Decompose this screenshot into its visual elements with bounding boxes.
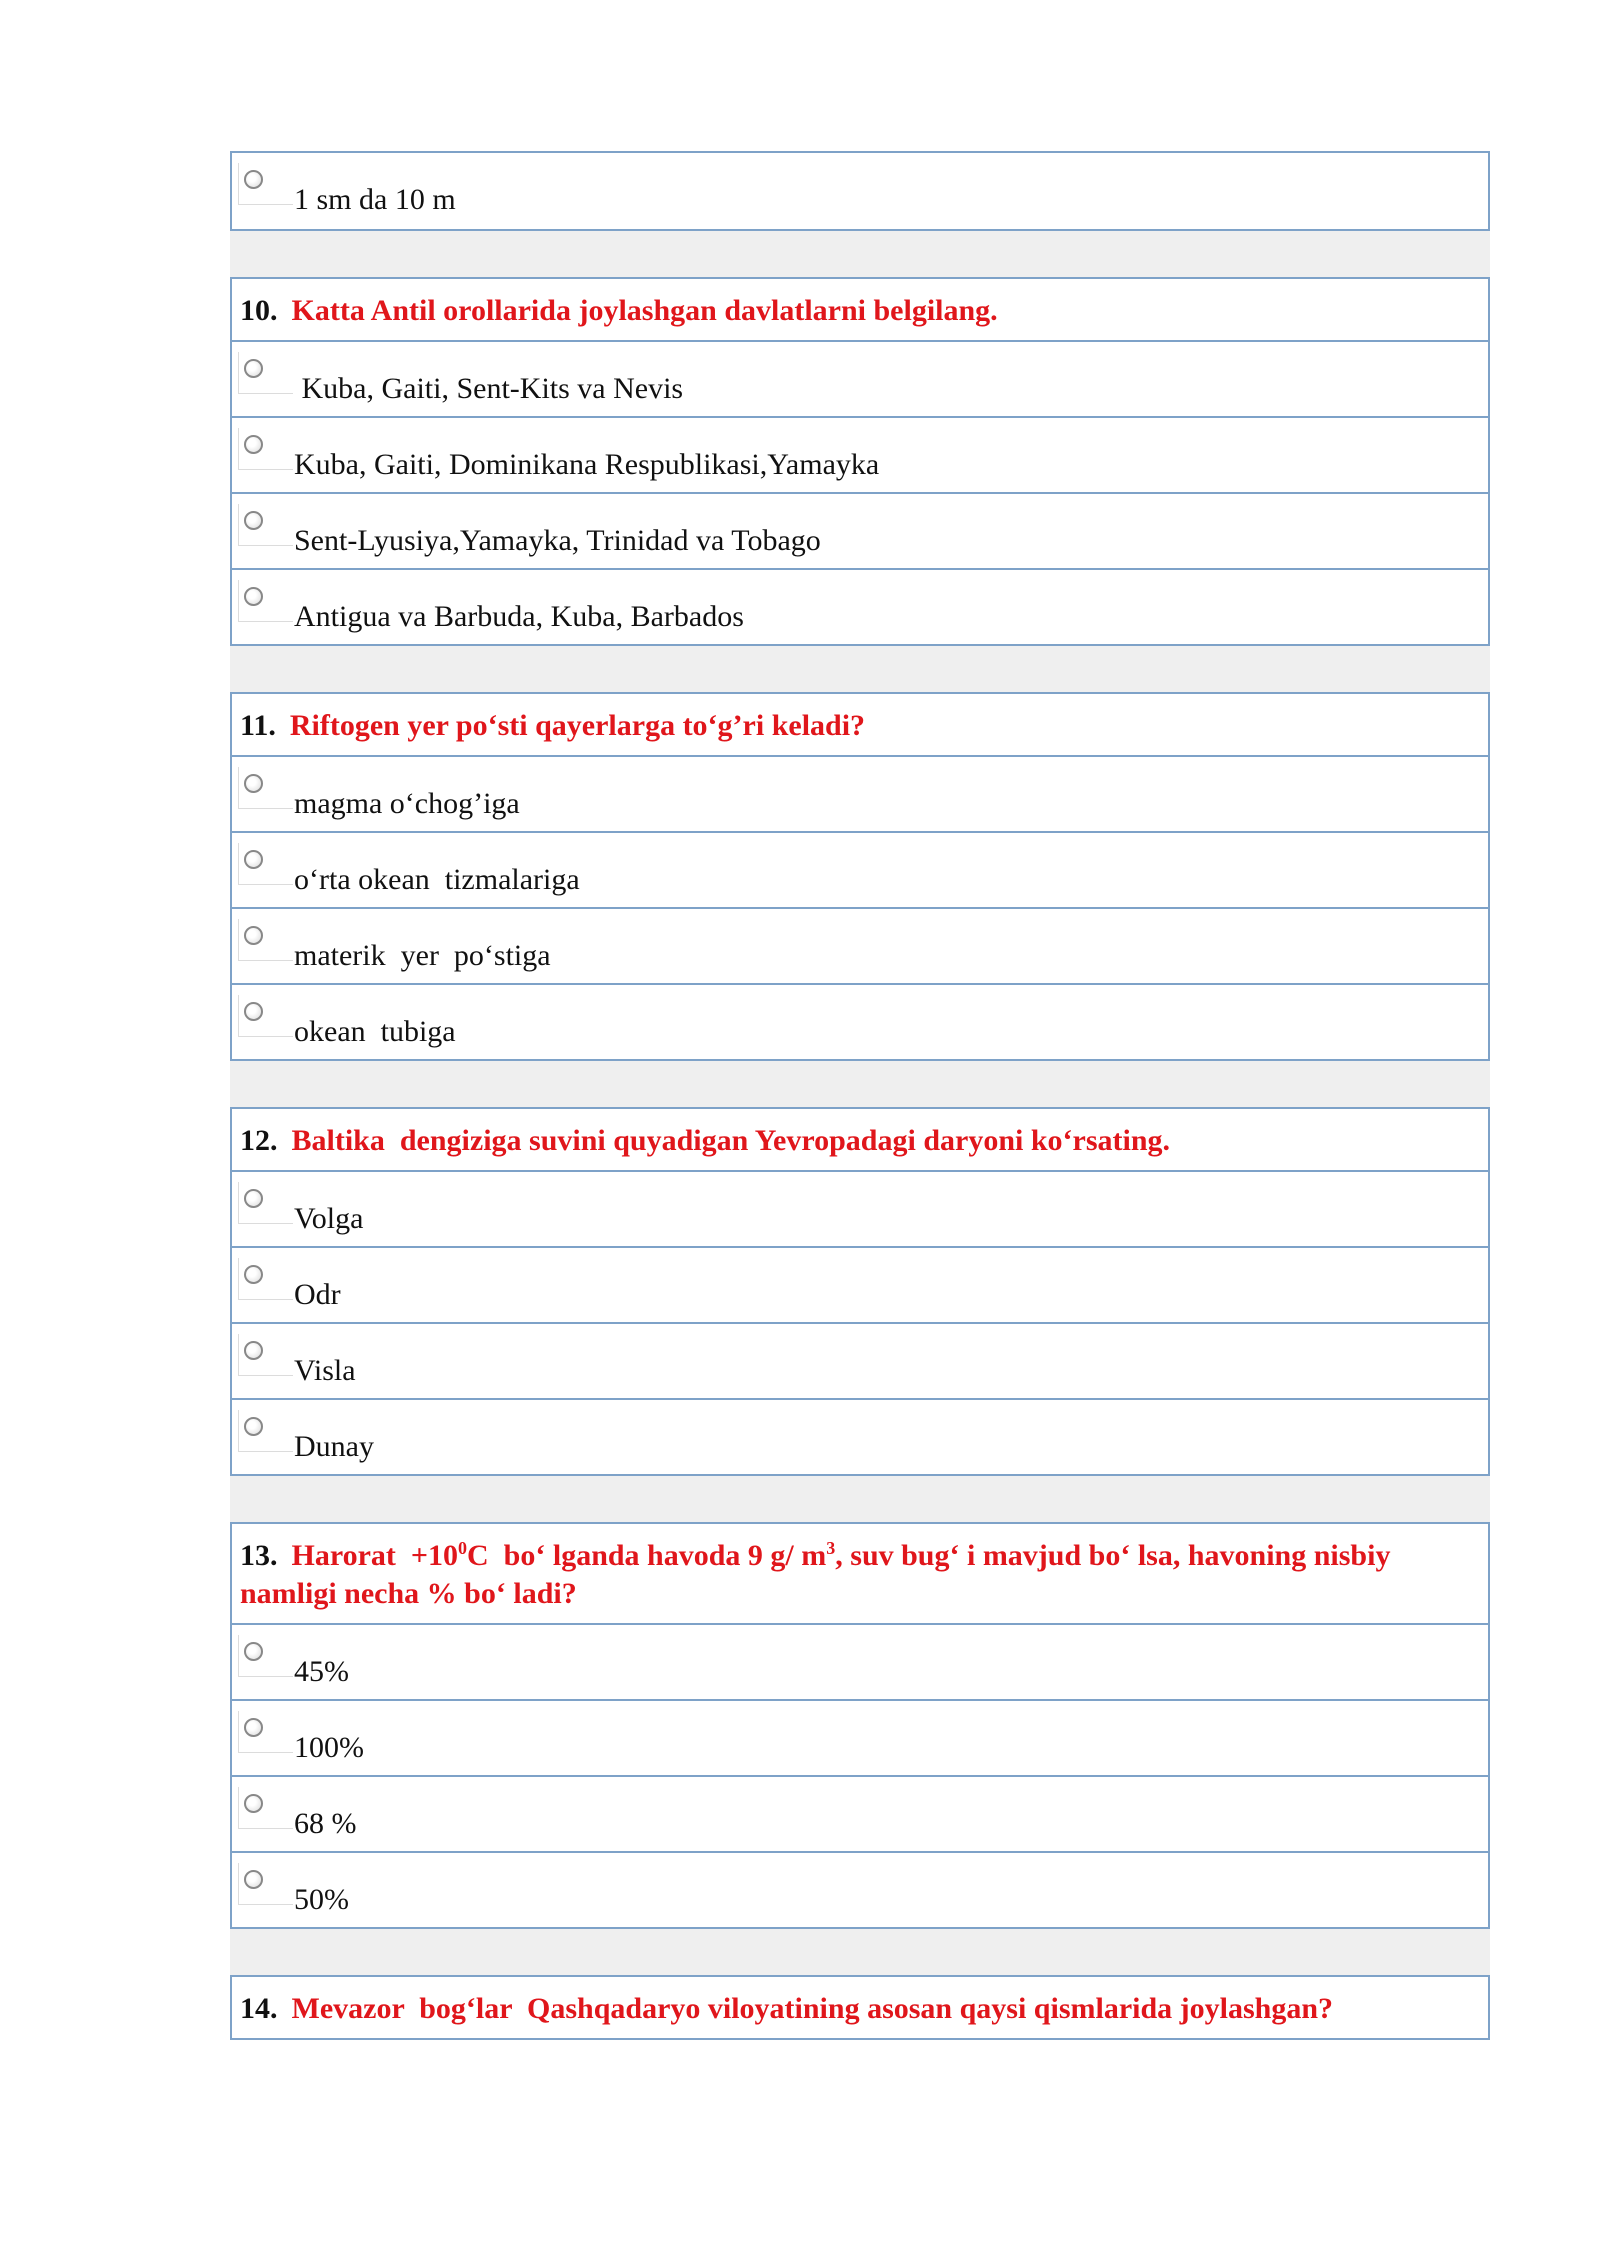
test-sheet — [230, 151, 1490, 2040]
answer-option[interactable] — [232, 492, 1488, 568]
question-text-part: , suv bug‘ i mavjud bo‘ lsa, havoning nisbiy namligi necha % bo‘ ladi? — [240, 1539, 1398, 1610]
question-block-14 — [230, 1975, 1490, 2040]
radio-button-unchecked-icon[interactable] — [244, 850, 263, 869]
question-text: Riftogen yer po‘sti qayerlarga to‘g’ri keladi? — [289, 709, 866, 742]
question-number: 14. — [240, 1992, 278, 2025]
answer-option-label: Volga — [294, 1202, 364, 1235]
separator — [230, 1061, 1490, 1107]
answer-option-label: 45% — [294, 1655, 349, 1688]
question-number: 12. — [240, 1124, 278, 1157]
answer-option-label: 50% — [294, 1883, 349, 1916]
radio-button-unchecked-icon[interactable] — [244, 1189, 263, 1208]
answer-option-label: materik yer po‘stiga — [294, 939, 551, 972]
answer-option-label: o‘rta okean tizmalariga — [294, 863, 580, 896]
radio-button-unchecked-icon[interactable] — [244, 1265, 263, 1284]
superscript: 3 — [826, 1538, 836, 1558]
answer-option[interactable] — [232, 1775, 1488, 1851]
question-header — [232, 1524, 1488, 1623]
answer-option-label: Odr — [294, 1278, 341, 1311]
answer-option[interactable] — [232, 1623, 1488, 1699]
radio-button-unchecked-icon[interactable] — [244, 1341, 263, 1360]
question-block-9-tail — [230, 151, 1490, 231]
answer-option-label: 68 % — [294, 1807, 357, 1840]
radio-button-unchecked-icon[interactable] — [244, 435, 263, 454]
separator — [230, 1476, 1490, 1522]
radio-button-unchecked-icon[interactable] — [244, 1718, 263, 1737]
answer-option-label: magma o‘chog’iga — [294, 787, 520, 820]
answer-option[interactable] — [232, 755, 1488, 831]
radio-button-unchecked-icon[interactable] — [244, 1794, 263, 1813]
answer-option[interactable] — [232, 568, 1488, 644]
answer-option-label: Kuba, Gaiti, Sent-Kits va Nevis — [294, 372, 684, 405]
question-number: 11. — [240, 709, 276, 742]
answer-option[interactable] — [232, 416, 1488, 492]
question-block-11 — [230, 692, 1490, 1061]
radio-button-unchecked-icon[interactable] — [244, 926, 263, 945]
answer-option-label: 1 sm da 10 m — [294, 183, 456, 216]
answer-option[interactable] — [232, 831, 1488, 907]
radio-button-unchecked-icon[interactable] — [244, 359, 263, 378]
answer-option[interactable] — [232, 153, 1488, 229]
radio-button-unchecked-icon[interactable] — [244, 1642, 263, 1661]
radio-button-unchecked-icon[interactable] — [244, 170, 263, 189]
question-number: 10. — [240, 294, 278, 327]
question-header — [232, 279, 1488, 340]
question-text-part: C bo‘ lganda havoda 9 g/ m — [467, 1539, 827, 1572]
superscript: 0 — [458, 1538, 468, 1558]
question-header — [232, 1977, 1488, 2038]
question-text: Baltika dengiziga suvini quyadigan Yevropadagi daryoni ko‘rsating. — [291, 1124, 1171, 1157]
answer-option[interactable] — [232, 1246, 1488, 1322]
question-block-13 — [230, 1522, 1490, 1929]
answer-option[interactable] — [232, 340, 1488, 416]
answer-option[interactable] — [232, 1699, 1488, 1775]
separator — [230, 646, 1490, 692]
question-text: Katta Antil orollarida joylashgan davlatlarni belgilang. — [291, 294, 998, 327]
question-text: Mevazor bog‘lar Qashqadaryo viloyatining asosan qaysi qismlarida joylashgan? — [291, 1992, 1334, 2025]
separator — [230, 231, 1490, 277]
question-text-part: Harorat +10 — [291, 1539, 459, 1572]
radio-button-unchecked-icon[interactable] — [244, 587, 263, 606]
question-number: 13. — [240, 1539, 278, 1572]
answer-option-label: Visla — [294, 1354, 356, 1387]
question-block-12 — [230, 1107, 1490, 1476]
answer-option-label: 100% — [294, 1731, 364, 1764]
question-header — [232, 694, 1488, 755]
radio-button-unchecked-icon[interactable] — [244, 1870, 263, 1889]
answer-option-label: Dunay — [294, 1430, 374, 1463]
radio-button-unchecked-icon[interactable] — [244, 774, 263, 793]
answer-option[interactable] — [232, 1398, 1488, 1474]
radio-button-unchecked-icon[interactable] — [244, 1002, 263, 1021]
separator — [230, 1929, 1490, 1975]
answer-option[interactable] — [232, 1851, 1488, 1927]
question-text — [240, 1539, 1398, 1610]
question-block-10 — [230, 277, 1490, 646]
radio-button-unchecked-icon[interactable] — [244, 511, 263, 530]
answer-option[interactable] — [232, 983, 1488, 1059]
answer-option[interactable] — [232, 1170, 1488, 1246]
answer-option[interactable] — [232, 1322, 1488, 1398]
answer-option-label: Kuba, Gaiti, Dominikana Respublikasi,Yamayka — [294, 448, 880, 481]
question-header — [232, 1109, 1488, 1170]
radio-button-unchecked-icon[interactable] — [244, 1417, 263, 1436]
answer-option-label: Sent-Lyusiya,Yamayka, Trinidad va Tobago — [294, 524, 821, 557]
answer-option-label: okean tubiga — [294, 1015, 456, 1048]
answer-option-label: Antigua va Barbuda, Kuba, Barbados — [294, 600, 744, 633]
answer-option[interactable] — [232, 907, 1488, 983]
